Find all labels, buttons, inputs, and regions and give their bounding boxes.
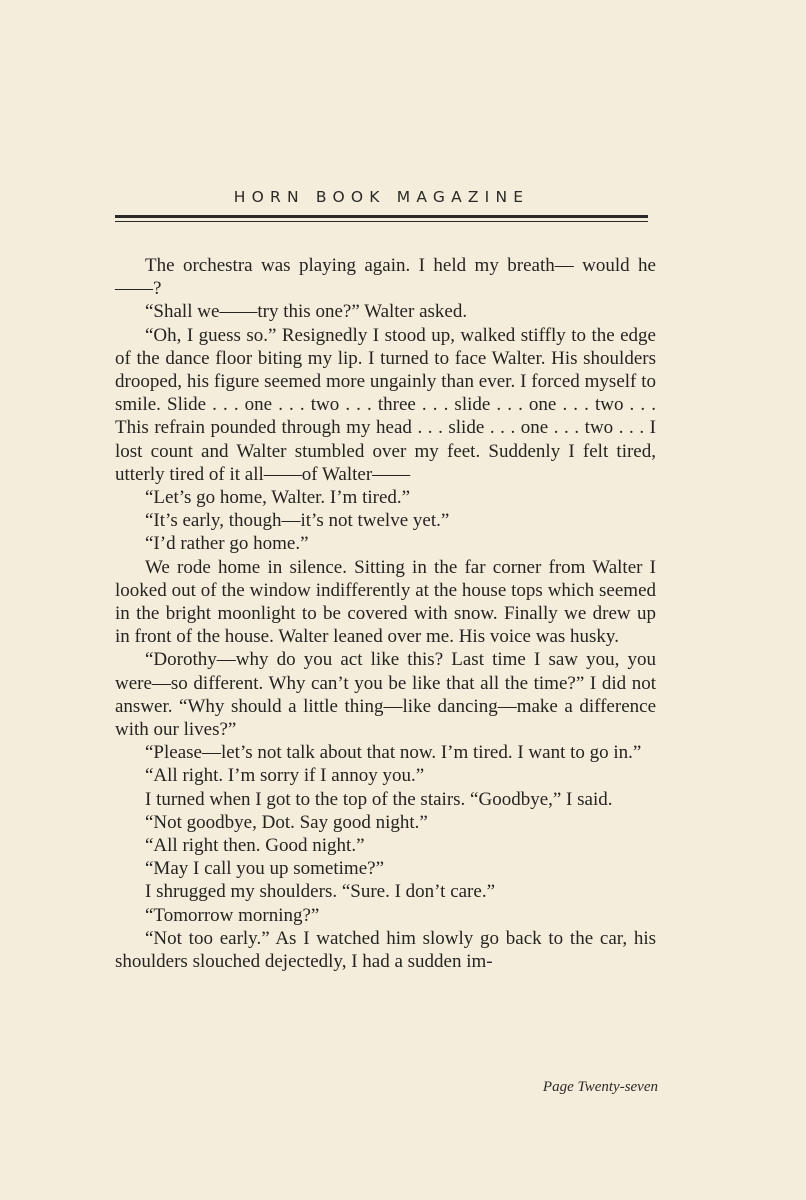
page-number: Page Twenty-seven — [542, 1079, 658, 1095]
paragraph: “Not goodbye, Dot. Say good night.” — [145, 811, 428, 833]
paragraph: “All right then. Good night.” — [145, 835, 365, 857]
paragraph: “Please—let’s not talk about that now. I’m tired. I want to go in.” — [145, 742, 642, 764]
paragraph: I turned when I got to the top of the stairs. “Goodbye,” I said. — [145, 788, 613, 810]
story-text — [115, 254, 656, 973]
paragraph: “I’d rather go home.” — [145, 533, 309, 555]
paragraph: The orchestra was playing again. I held my breath— would he——? — [115, 255, 656, 300]
running-header: HORN BOOK MAGAZINE — [233, 188, 530, 206]
paragraph: We rode home in silence. Sitting in the far corner from Walter I looked out of the window indifferently at the house tops which seemed in the bright moonlight to be covered with snow. Finally we drew up in front of the house. Walter leaned over me. His voice was husky. — [115, 556, 656, 648]
paragraph: I shrugged my shoulders. “Sure. I don’t care.” — [145, 881, 495, 903]
paragraph: “May I call you up sometime?” — [145, 858, 385, 880]
paragraph: “Not too early.” As I watched him slowly go back to the car, his shoulders slouched dejectedly, I had a sudden im- — [115, 927, 656, 973]
header-rule-thick — [115, 215, 648, 218]
header-rule-thin — [115, 221, 648, 222]
paragraph: “Dorothy—why do you act like this? Last time I saw you, you were—so different. Why can’t you be like that all the time?” I did not answer. “Why should a little thing—like dancing—make a difference with our lives?” — [115, 649, 656, 741]
paragraph: “Let’s go home, Walter. I’m tired.” — [145, 487, 411, 509]
paragraph: “Tomorrow morning?” — [145, 904, 320, 926]
paragraph: “All right. I’m sorry if I annoy you.” — [145, 765, 425, 787]
paragraph: “Oh, I guess so.” Resignedly I stood up, walked stiffly to the edge of the dance floor biting my lip. I turned to face Walter. His shoulders drooped, his figure seemed more ungainly than ever. I forced myself to smile. Slide . . . one . . . two . . . three . . . slide . . . one . . . two . . . This refrain pounded through my head . . . slide . . . one . . . two . . . I lost count and Walter stumbled over my feet. Suddenly I felt tired, utterly tired of it all——of Walter—— — [115, 324, 656, 485]
paragraph: “It’s early, though—it’s not twelve yet.” — [145, 510, 450, 532]
paragraph: “Shall we——try this one?” Walter asked. — [145, 301, 468, 323]
